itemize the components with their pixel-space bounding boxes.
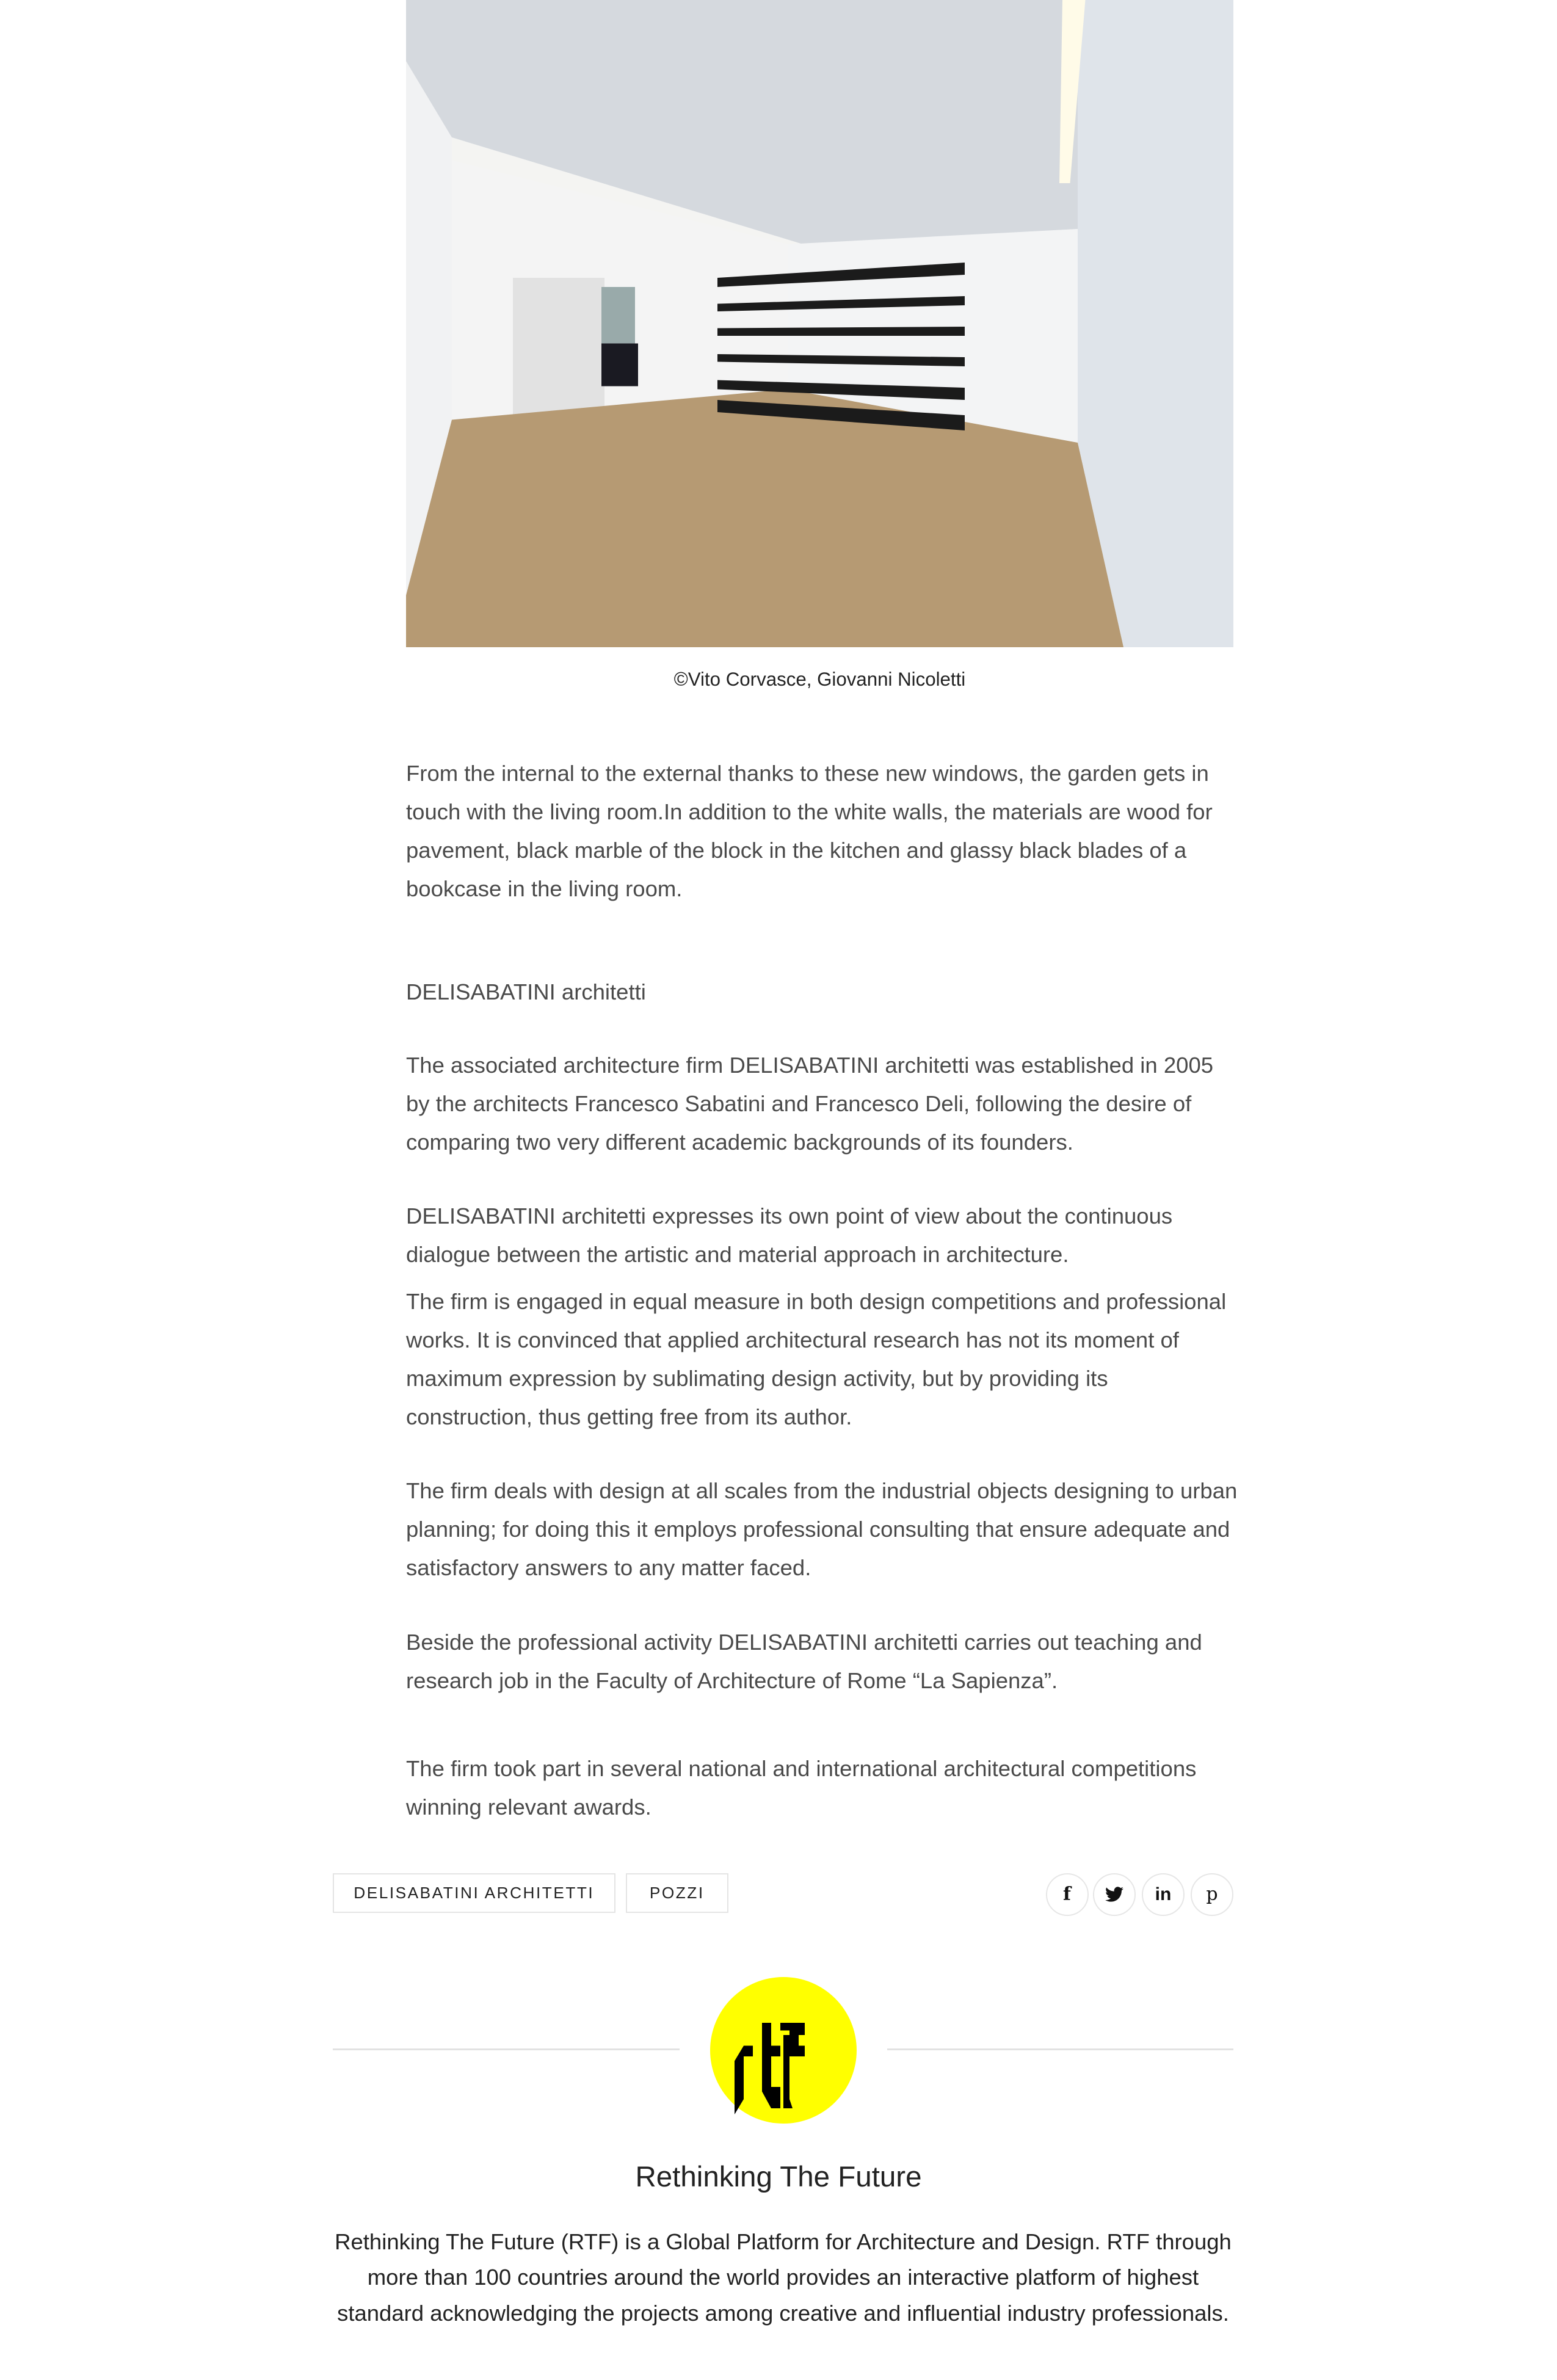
article-paragraph: DELISABATINI architetti expresses its own point of view about the continuous dialogue between the artistic and material approach in architecture.: [406, 1203, 1173, 1267]
article-paragraph: The firm took part in several national and international architectural competitions winning relevant awards.: [406, 1756, 1197, 1819]
linkedin-share-button[interactable]: [1142, 1873, 1185, 1916]
article-paragraph: The firm is engaged in equal measure in both design competitions and professional works. It is convinced that applied architectural research has not its moment of maximum expression by sublimating design activity, but by providing its construction, thus getting free from its author.: [406, 1289, 1227, 1429]
tag-delisabatini-architetti[interactable]: DELISABATINI ARCHITETTI: [333, 1873, 615, 1913]
rtf-logo-mark: [710, 1977, 857, 2124]
article-paragraph: From the internal to the external thanks to these new windows, the garden gets in touch with the living room.In addition to the white walls, the materials are wood for pavement, black marble of the block in the kitchen and glassy black blades of a bookcase in the living room.: [406, 761, 1213, 901]
twitter-share-button[interactable]: [1093, 1873, 1136, 1916]
rtf-logo[interactable]: [710, 1977, 857, 2124]
article-paragraph: The firm deals with design at all scales from the industrial objects designing to urban planning; for doing this it employs professional consulting that ensure adequate and satisfactory answers to any matter faced.: [406, 1478, 1238, 1580]
pinterest-icon: p: [1206, 1884, 1218, 1905]
section-heading: DELISABATINI architetti: [406, 979, 646, 1004]
facebook-share-button[interactable]: [1046, 1873, 1089, 1916]
tag-pozzi[interactable]: POZZI: [626, 1873, 728, 1913]
interior-photo: [406, 0, 1233, 647]
about-title: Rethinking The Future: [635, 2160, 922, 2193]
about-description: Rethinking The Future (RTF) is a Global Platform for Architecture and Design. RTF through more than 100 countries around the world provides an interactive platform of highest standard acknowledging the projects among creative and influential industry professionals.: [335, 2229, 1232, 2326]
divider: [333, 2048, 680, 2050]
photo-caption: ©Vito Corvasce, Giovanni Nicoletti: [673, 669, 966, 690]
divider: [887, 2048, 1234, 2050]
twitter-icon: [1105, 1886, 1123, 1903]
article-paragraph: The associated architecture firm DELISABATINI architetti was established in 2005 by the architects Francesco Sabatini and Francesco Deli, following the desire of comparing two very different academic backgrounds of its founders.: [406, 1052, 1214, 1155]
linkedin-icon: in: [1155, 1884, 1172, 1904]
article-paragraph: Beside the professional activity DELISABATINI architetti carries out teaching and research job in the Faculty of Architecture of Rome “La Sapienza”.: [406, 1629, 1202, 1693]
facebook-icon: f: [1063, 1884, 1071, 1905]
pinterest-share-button[interactable]: [1191, 1873, 1233, 1916]
